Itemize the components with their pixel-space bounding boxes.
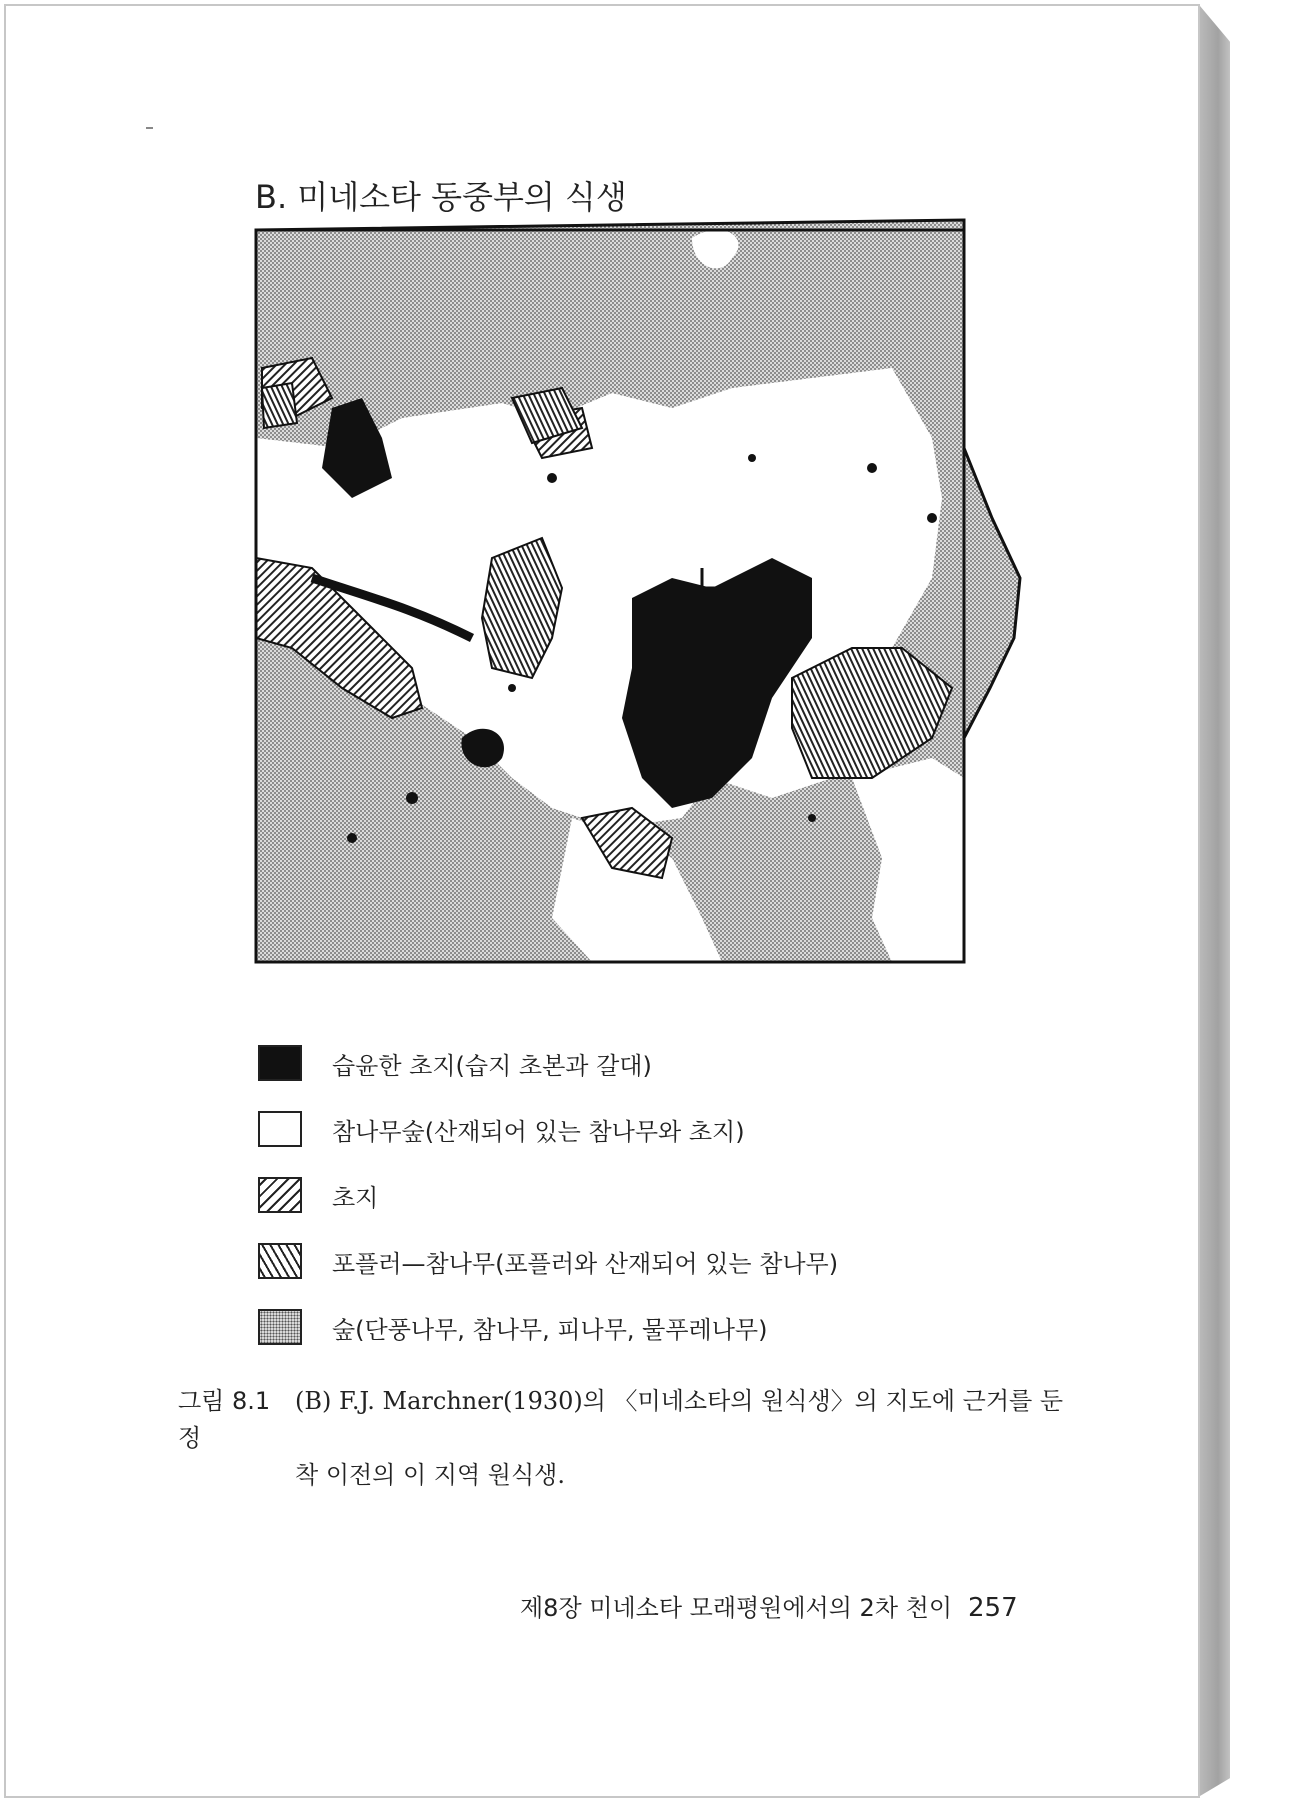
page-edge-shadow [1200, 6, 1230, 1796]
legend-item-forest [258, 1294, 958, 1360]
legend-swatch-white [258, 1111, 302, 1147]
legend-label: 습윤한 초지(습지 초본과 갈대) [332, 1051, 652, 1080]
figure-label: 그림 8.1 [178, 1387, 271, 1415]
legend-swatch-vertical-hatch [258, 1243, 302, 1279]
legend-swatch-diagonal-hatch [258, 1177, 302, 1213]
legend-label: 숲(단풍나무, 참나무, 피나무, 물푸레나무) [332, 1315, 768, 1344]
chapter-title: 제8장 미네소타 모래평원에서의 2차 천이 [520, 1594, 952, 1622]
legend-item-poplar-oak [258, 1228, 958, 1294]
vegetation-map-svg [252, 218, 1032, 966]
scan-mark [146, 127, 153, 129]
page-footer [520, 1588, 1018, 1623]
legend-swatch-black [258, 1045, 302, 1081]
legend-item-wet-prairie [258, 1030, 958, 1096]
poplar-oak-west [262, 383, 297, 428]
legend-item-prairie [258, 1162, 958, 1228]
figure-caption [178, 1383, 1078, 1495]
caption-line-2: 착 이전의 이 지역 원식생. [295, 1461, 565, 1490]
legend-label: 참나무숲(산재되어 있는 참나무와 초지) [332, 1117, 745, 1146]
vegetation-map [252, 218, 1032, 966]
map-legend [258, 1030, 958, 1360]
caption-line-1: (B) F.J. Marchner(1930)의 〈미네소타의 원식생〉의 지도에 근거를 둔 정 [178, 1387, 1064, 1453]
legend-item-oak-savanna [258, 1096, 958, 1162]
legend-label: 초지 [332, 1183, 379, 1212]
legend-label: 포플러—참나무(포플러와 산재되어 있는 참나무) [332, 1249, 839, 1278]
page-number: 257 [968, 1593, 1018, 1623]
map-title: B. 미네소타 동중부의 식생 [255, 178, 627, 216]
legend-swatch-dotted [258, 1309, 302, 1345]
